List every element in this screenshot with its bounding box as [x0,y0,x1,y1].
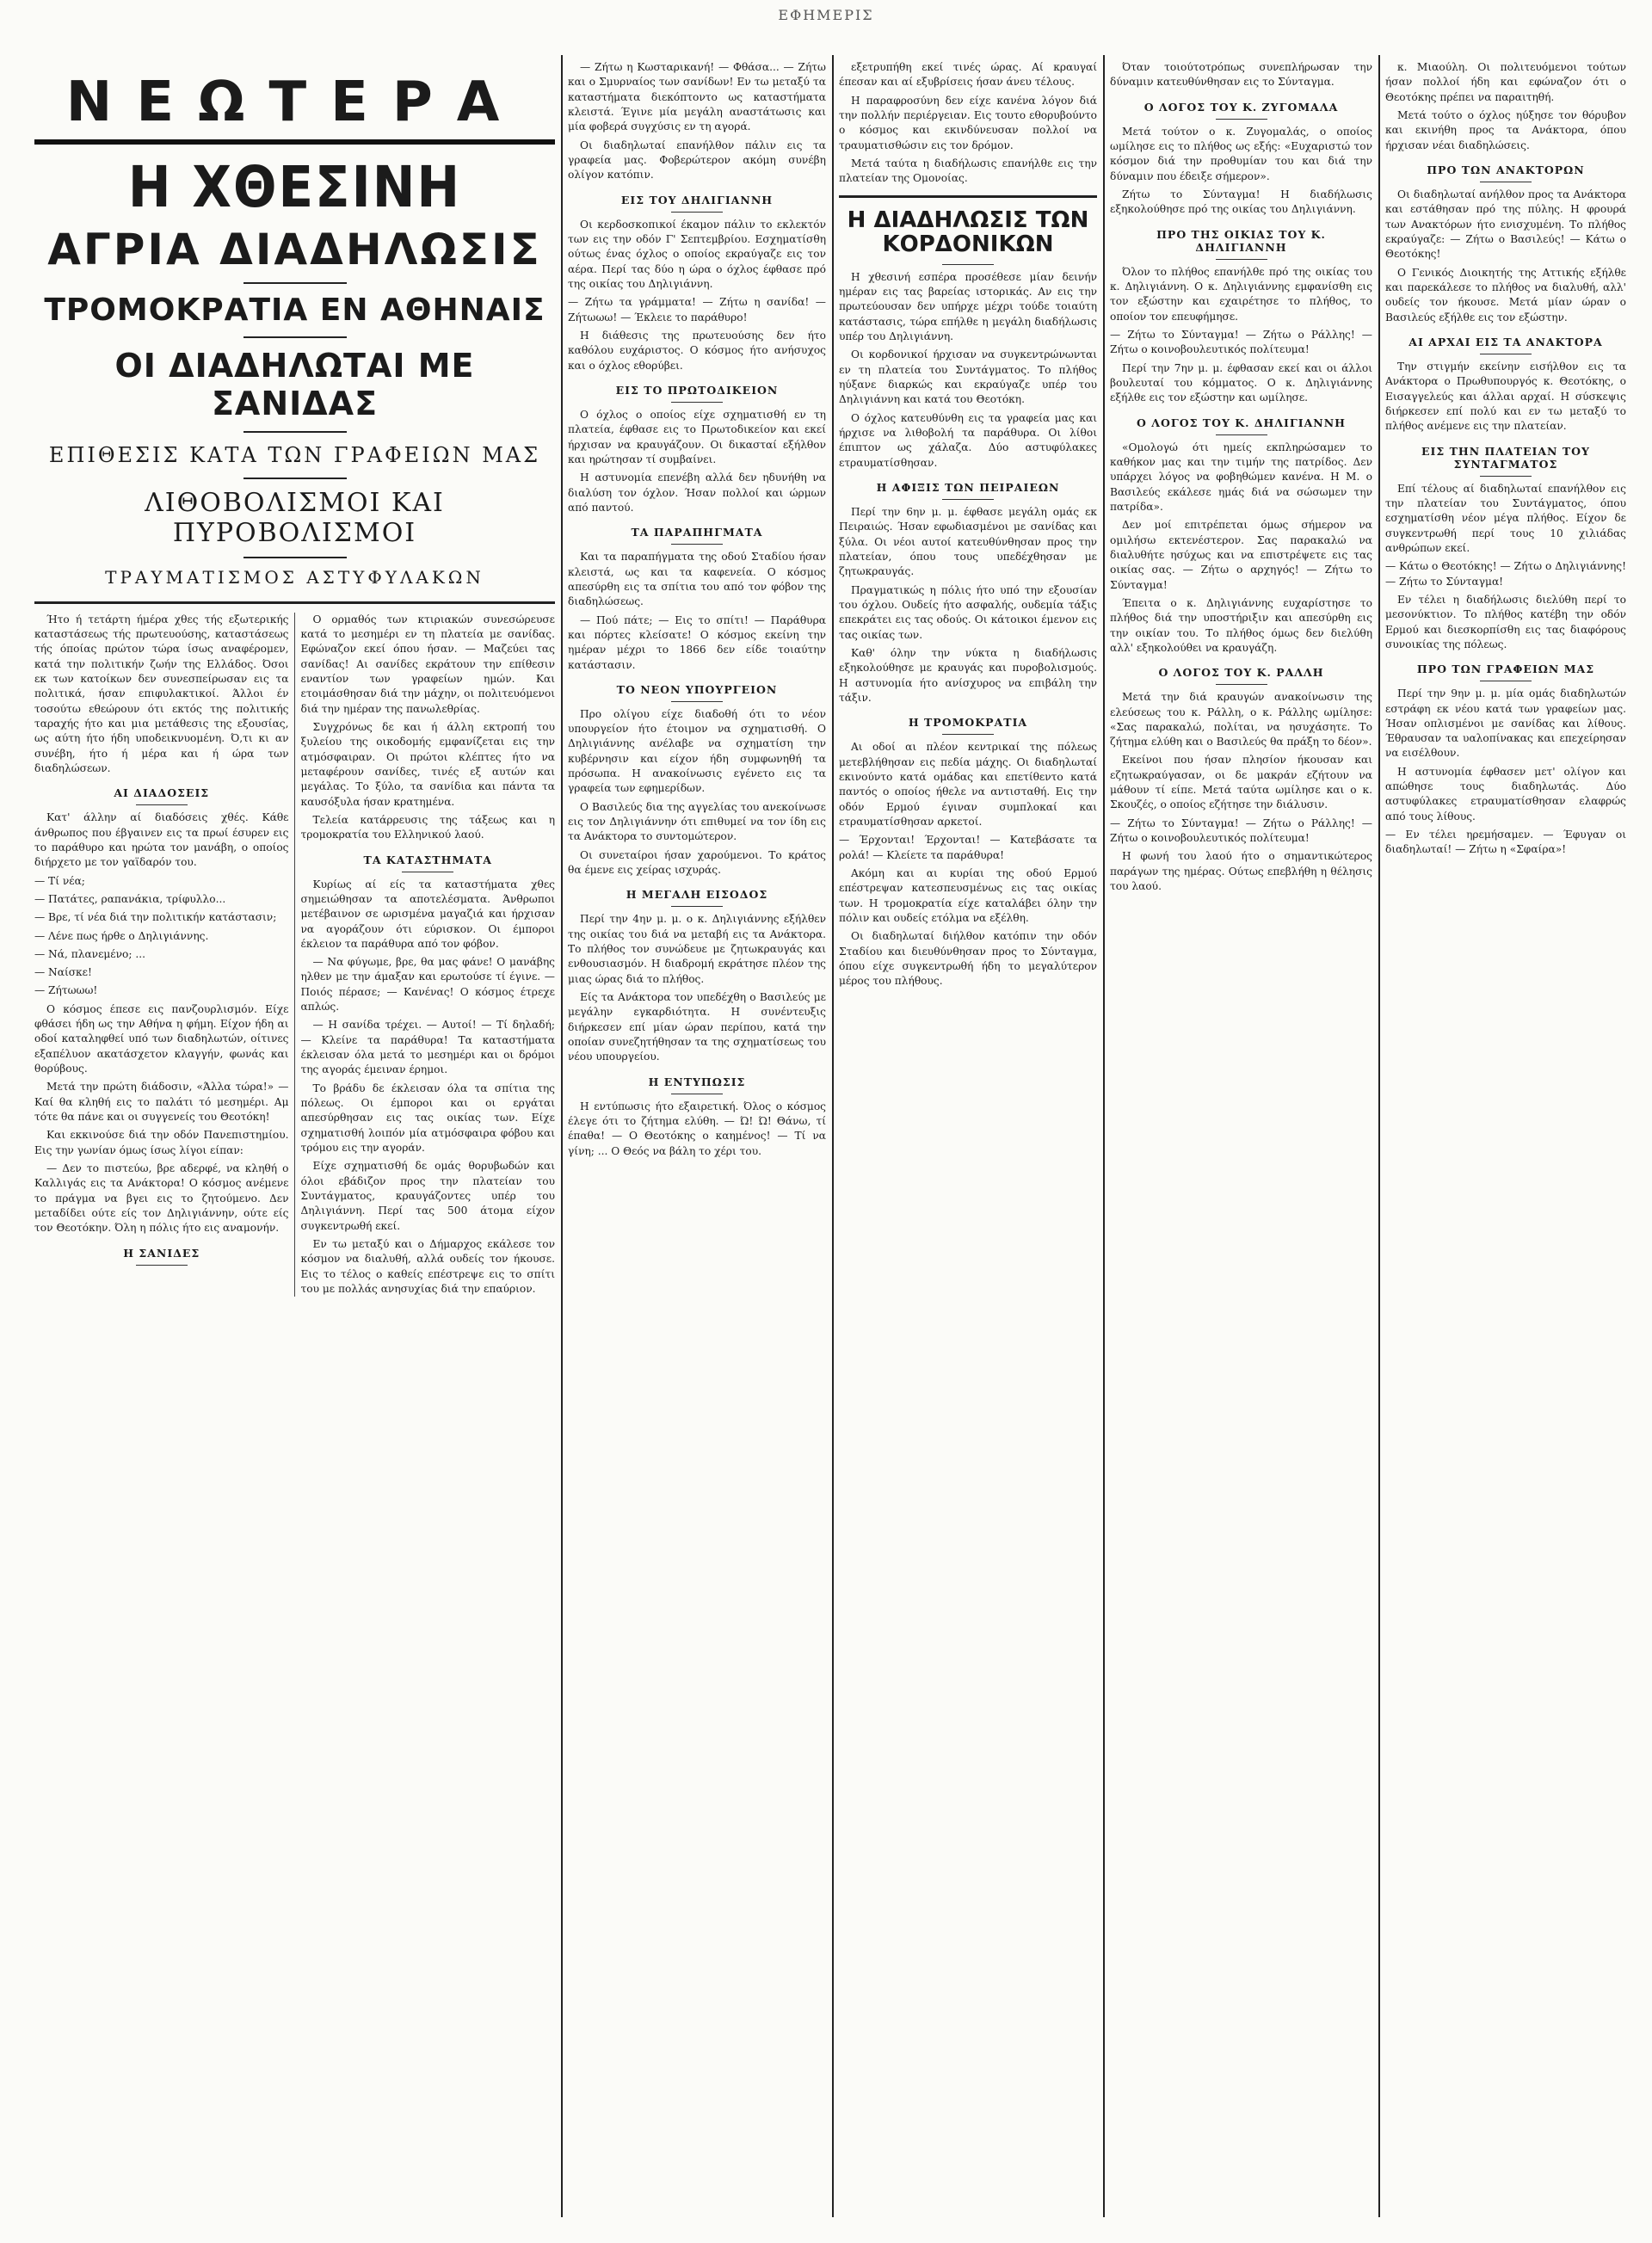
column-rule [561,55,563,2217]
article-paragraph: Όλον το πλήθος επανήλθε πρό της οικίας του κ. Δηλιγιάννη. Ο κ. Δηλιγιάννης εμφανίσθη εις τον εξώστην και εχαιρέτησε το πλήθος, το οποίον τον επευφήμησε. [1110,265,1372,323]
article-paragraph: Ο όχλος ο οποίος είχε σχηματισθή εν τη πλατεία, έφθασε εις το Πρωτοδικείον και εκεί ήρχισαν να κραυγάζουν. Οι δικασταί εξήλθον και ηρώτησαν τί συμβαίνει. [568,408,826,465]
article-paragraph: Περί την 7ην μ. μ. έφθασαν εκεί και οι άλλοι βουλευταί του κόμματος. Ο κ. Δηλιγιάννης εξήλθε εις τον εξώστην και ωμίλησε. [1110,361,1372,404]
article-paragraph: Συγχρόνως δε και ή άλλη εκτροπή του ξυλείου της οικοδομής εμφανίζεται εις την ατμόσφαιραν. Οι πρώτοι κλέπτες ήτο να μεταφέρουν σανίδες, τινές εξ αυτών και μεγάλας. Το ξύλο, τα σανίδια και πάντα τα καυσόξυλα ήσαν κρατημένα. [300,720,555,808]
article-paragraph: Αι οδοί αι πλέον κεντρικαί της πόλεως μετεβλήθησαν εις πεδία μάχης. Οι διαδηλωταί εκινούντο κατά ομάδας και επετίθεντο κατά παντός ο οποίος ήθελε να αντισταθή. Εις την οδόν Ερμού έγιναν συμπλοκαί και ετραυματίσθησαν αρκετοί. [839,741,1097,828]
subheading: ΕΙΣ ΤΗΝ ΠΛΑΤΕΙΑΝ ΤΟΥ ΣΥΝΤΑΓΜΑΤΟΣ [1421,444,1590,471]
headline-line-1: Η ΧΘΕΣΙΝΗ [127,154,462,220]
headline-line-3: ΤΡΟΜΟΚΡΑΤΙΑ ΕΝ ΑΘΗΝΑΙΣ [44,292,546,328]
headline-rule [243,282,347,284]
article-paragraph: Την στιγμήν εκείνην εισήλθον εις τα Ανάκτορα ο Πρωθυπουργός κ. Θεοτόκης, ο Εισαγγελεύς και άλλαι αρχαί. Η σύσκεψις διήρκεσεν επί πολύ και εν τω μεταξύ το πλήθος ανέμενε εις την πλατείαν. [1385,360,1626,433]
subheading: ΑΙ ΔΙΑΔΟΣΕΙΣ [114,786,210,800]
subheading: Η ΤΡΟΜΟΚΡΑΤΙΑ [908,716,1028,730]
subheading: ΕΙΣ ΤΟ ΠΡΩΤΟΔΙΚΕΙΟΝ [615,383,779,397]
article-paragraph: Η παραφροσύνη δεν είχε κανένα λόγον διά την πολλήν περιέργειαν. Εις τουτο εθορυβούντο ο κόσμος και εκινδύνευσαν πολλοί να τραυματισθώσιν εις τον δρόμον. [839,94,1097,151]
subheading-rule [942,499,994,500]
article-paragraph: Είχε σχηματισθή δε ομάς θορυβωδών και όλοι εβάδιζον προς την πλατείαν του Συντάγματος, κραυγάζοντες υπέρ του Δηλιγιάννη. Περί τας 500 άτομα είχον συγκεντρωθή εκεί. [300,1160,555,1232]
column-5 [1385,60,1626,2217]
article-paragraph: Κυρίως αί είς τα καταστήματα χθες σημειώθησαν τα αποτελέσματα. Άνθρωποι μετέβαινον σε ωρισμένα μαγαζιά και ήρχισαν να αγοράζουν ότι εύρισκον. Οι έμποροι έκλειον τα παράθυρα από τον φόβον. [300,878,555,950]
article-paragraph: Εν τω μεταξύ και ο Δήμαρχος εκάλεσε τον κόσμον να διαλυθή, αλλά ουδείς τον ήκουσε. Εις το τέλος ο καθείς επέστρεψε εις το σπίτι του με πολλάς ανησυχίας διά την επαύριον. [300,1238,555,1296]
article-paragraph: Και εκκινούσε διά την οδόν Πανεπιστημίου. Εις την γωνίαν όμως ίσως λίγοι είπαν: [34,1129,289,1156]
article-paragraph: Η αστυνομία επενέβη αλλά δεν ηδυνήθη να διαλύση τον όχλον. Ήσαν πολλοί και ώρμων από παντού. [568,471,826,514]
dialogue-line: — Κάτω ο Θεοτόκης! — Ζήτω ο Δηλιγιάννης! — Ζήτω το Σύνταγμα! [1385,560,1626,588]
article-paragraph: Περί την 6ην μ. μ. έφθασε μεγάλη ομάς εκ Πειραιώς. Ήσαν εφωδιασμένοι με σανίδας και ξύλα. Οι νέοι αυτοί κατευθύνθησαν προς την πλατείαν, όπου τους υπεδέχθησαν με ζητωκραυγάς. [839,506,1097,578]
subheading-rule [1216,259,1267,260]
subheading: ΤΑ ΠΑΡΑΠΗΓΜΑΤΑ [631,526,763,539]
headline-rule [243,557,347,558]
article-paragraph: Δεν μοί επιτρέπεται όμως σήμερον να ομιλήσω εκτενέστερον. Σας παρακαλώ να διαλυθήτε ησύχως και να επιστρέψετε εις τας οικίας σας. — Ζήτω ο αρχηγός! — Ζήτω το Σύνταγμα! [1110,519,1372,591]
subheading: Ο ΛΟΓΟΣ ΤΟΥ Κ. ΔΗΛΙΓΙΑΝΝΗ [1137,416,1346,429]
article-paragraph: Καθ' όλην την νύκτα η διαδήλωσις εξηκολούθησε με κραυγάς και πυροβολισμούς. Η αστυνομία ήτο ανίσχυρος να επιβάλη την τάξιν. [839,647,1097,705]
masthead-rule [34,139,555,145]
subheading-rule [942,264,994,265]
article-paragraph: Περί την 4ην μ. μ. ο κ. Δηλιγιάννης εξήλθεν της οικίας του διά να μεταβή εις τα Ανάκτορα. Το πλήθος τον συνώδευε με ζητωκραυγάς και ενθουσιασμόν. Η διαδρομή εκράτησε πλέον της μιας ώρας διά το πλήθος. [568,913,826,985]
headline-line-4: ΟΙ ΔΙΑΔΗΛΩΤΑΙ ΜΕ ΣΑΝΙΔΑΣ [114,346,475,422]
subheading: Η ΕΝΤΥΠΩΣΙΣ [648,1075,746,1088]
subheading: ΠΡΟ ΤΩΝ ΑΝΑΚΤΟΡΩΝ [1427,163,1585,176]
column-1 [34,60,555,2217]
column-3 [839,60,1097,2217]
dialogue-line: — Βρε, τί νέα διά την πολιτικήν κατάστασιν; [34,911,277,924]
article-paragraph: Όταν τοιούτοτρόπως συνεπλήρωσαν την δύναμιν κατευθύνθησαν εις το Σύνταγμα. [1110,61,1372,89]
headline-line-6: ΛΙΘΟΒΟΛΙΣΜΟΙ ΚΑΙ ΠΥΡΟΒΟΛΙΣΜΟΙ [145,487,445,548]
headline-rule [243,336,347,338]
article-paragraph: — Ζήτω η Κωσταρικανή! — Φθάσα... — Ζήτω και ο Σμυρναίος των σανίδων! Εν τω μεταξύ τα καταστήματα διεκόπτοντο ως καταστήματα κλειστά. Έγινε μία μεγάλη αναστάτωσις και μία φοβερά συγχύσις εν τη αγορά. [568,61,826,133]
article-paragraph: Εν τέλει η διαδήλωσις διελύθη περί το μεσονύκτιον. Το πλήθος κατέβη την οδόν Ερμού και διεσκορπίσθη εις τας διαφόρους συνοικίας της πόλεως. [1385,593,1626,650]
masthead [34,71,555,604]
subheading: ΑΙ ΑΡΧΑΙ ΕΙΣ ΤΑ ΑΝΑΚΤΟΡΑ [1409,335,1603,348]
column-2 [568,60,826,2217]
article-paragraph: Οι κερδοσκοπικοί έκαμον πάλιν το εκλεκτόν των εις την οδόν Γ' Σεπτεμβρίου. Εσχηματίσθη ούτως ένας όχλος ο οποίος εκραύγαζε εις τον αέρα. Περί τας δύο η ώρα ο όχλος έφθασε πρό της οικίας του Δηλιγιάννη. [568,218,826,290]
article-paragraph: Το βράδυ δε έκλεισαν όλα τα σπίτια της πόλεως. Οι έμποροι και οι εργάται απεσύρθησαν εις τας οικίας των. Είχε σχηματισθή λοιπόν μία ατμόσφαιρα φόβου και τρόμου εις την αγοράν. [300,1081,555,1155]
dialogue-line: — Νά, πλανεμένο; ... [34,947,145,960]
headline-line-5: ΕΠΙΘΕΣΙΣ ΚΑΤΑ ΤΩΝ ΓΡΑΦΕΙΩΝ ΜΑΣ [48,442,541,467]
article-paragraph: Μετά την διά κραυγών ανακοίνωσιν της ελεύσεως του κ. Ράλλη, ο κ. Ράλλης ωμίλησε: «Σας παρακαλώ, πολίται, να ησυχάσητε. Το ζήτημα ελύθη και ο Βασιλεύς θα πράξη το δέον». [1110,691,1372,749]
page-top-mark: ΕΦΗΜΕΡΙΣ [778,7,874,23]
article-paragraph: Ο Βασιλεύς δια της αγγελίας του ανεκοίνωσε εις τον Δηλιγιάννην ότι επιθυμεί να τον ίδη εις τα Ανάκτορα το συντομώτερον. [568,800,826,843]
article-paragraph: Προ ολίγου είχε διαδοθή ότι το νέον υπουργείον ήτο έτοιμον να σχηματισθή. Ο Δηλιγιάννης ανέλαβε να σχηματίση την κυβέρνησιν και είχον ήδη συμφωνηθή τα πρόσωπα. Η ανακοίνωσις εγένετο εις τα γραφεία των εφημερίδων. [568,707,826,795]
subheading-rule [1216,119,1267,120]
section-headline: Η ΔΙΑΔΗΛΩΣΙΣ ΤΩΝ ΚΟΡΔΟΝΙΚΩΝ [847,206,1089,258]
article-paragraph: Η αστυνομία έφθασεν μετ' ολίγον και απώθησε τους διαδηλωτάς. Δύο αστυφύλακες ετραυματίσθησαν ελαφρώς από τους λίθους. [1385,765,1626,823]
article-paragraph: Ο κόσμος έπεσε εις πανζουρλισμόν. Είχε φθάσει ήδη ως την Αθήνα η φήμη. Είχον ήδη αι οδοί καταληφθεί υπό των διαδηλωτών, οίτινες εξαπέλυον ακατάσχετον κλαγγήν, φωνάς και θορύβους. [34,1002,289,1075]
article-paragraph: Η εντύπωσις ήτο εξαιρετική. Όλος ο κόσμος έλεγε ότι το ζήτημα ελύθη. — Ώ! Ώ! Θάνω, τί έπαθα! — Ο Θεοτόκης ο καημένος! — Τί να γίνη; ... Ο Θεός να βάλη το χέρι του. [568,1100,826,1157]
article-paragraph: Έπειτα ο κ. Δηλιγιάννης ευχαρίστησε το πλήθος διά την υποστήριξιν και απεσύρθη εις την οικίαν του. Το πλήθος όμως δεν διελύθη αλλ' εξηκολούθει να κραυγάζη. [1110,596,1372,654]
dialogue-line: — Ζήτω το Σύνταγμα! — Ζήτω ο Ράλλης! — Ζήτω ο κοινοβουλευτικός πολίτευμα! [1110,816,1372,845]
subheading-rule [671,544,723,545]
article-paragraph: «Ομολογώ ότι ημείς εκπληρώσαμεν το καθήκον μας και την τιμήν της πατρίδος. Δεν υπάρχει λόγος να φοβηθώμεν κανένα. Η Μ. ο Βασιλεύς εκάλεσε ημάς διά να σώσωμεν την πατρίδα». [1110,441,1372,513]
subheading: Ο ΛΟΓΟΣ ΤΟΥ Κ. ΡΑΛΛΗ [1158,666,1324,680]
dialogue-line: — Ναίσκε! [34,966,92,979]
column-rule [1378,55,1380,2217]
column-1-body [34,613,555,1297]
column-rule [1103,55,1105,2217]
subheading: Ο ΛΟΓΟΣ ΤΟΥ Κ. ΖΥΓΟΜΑΛΑ [1143,100,1339,114]
section-title: ΝΕΩΤΕΡΑ [65,71,524,134]
headline-bottom-rule [34,601,555,604]
dialogue-line: — Τί νέα; [34,874,85,887]
subheading-rule [671,402,723,403]
article-paragraph: Ο όχλος κατευθύνθη εις τα γραφεία μας και ήρχισε να λιθοβολή τα παράθυρα. Οι λίθοι έπιπτον ως χάλαζα. Δύο αστυφύλακες ετραυματίσθησαν. [839,411,1097,469]
subheading-rule [1480,476,1532,477]
article-paragraph: — Η σανίδα τρέχει. — Αυτοί! — Τί δηλαδή; — Κλείνε τα παράθυρα! Τα καταστήματα έκλεισαν όλα μετά το μεσημέρι και οι δρόμοι της αγοράς έμειναν έρημοι. [300,1019,555,1076]
article-paragraph: Και τα παραπήγματα της οδού Σταδίου ήσαν κλειστά, ως και τα καφενεία. Ο κόσμος απεσύρθη εις τα σπίτια του από τον φόβον της διαδηλώσεως. [568,551,826,608]
subheading: Η ΣΑΝΙΔΕΣ [123,1246,200,1260]
subheading: ΠΡΟ ΤΩΝ ΓΡΑΦΕΙΩΝ ΜΑΣ [1416,662,1595,676]
article-paragraph: Οι διαδηλωταί ανήλθον προς τα Ανάκτορα και εστάθησαν πρό της πύλης. Η φρουρά των Ανακτόρων ήτο ενισχυμένη. Το πλήθος εκραύγαζε: — Ζήτω ο Βασιλεύς! — Κάτω ο Θεοτόκης! [1385,188,1626,261]
article-paragraph: εξετρυπήθη εκεί τινές ώρας. Αί κραυγαί έπεσαν και αί εξυβρίσεις ήσαν άνευ τέλους. [839,61,1097,89]
subheading: ΤΑ ΚΑΤΑΣΤΗΜΑΤΑ [363,853,492,866]
headline-line-2: ΑΓΡΙΑ ΔΙΑΔΗΛΩΣΙΣ [47,224,542,274]
subheading-rule [136,1265,188,1266]
headline-line-7: ΤΡΑΥΜΑΤΙΣΜΟΣ ΑΣΤΥΦΥΛΑΚΩΝ [105,566,484,588]
subheading: Η ΜΕΓΑΛΗ ΕΙΣΟΔΟΣ [626,888,768,902]
subheading-rule [1216,434,1267,435]
article-paragraph: Ο ορμαθός των κτιριακών συνεσώρευσε κατά το μεσημέρι εν τη πλατεία με σανίδας. Εφώναζον εκεί όπου ήσαν. — Μαζεύει τας σανίδας! Αι σανίδες εκράτουν την επίθεσιν εναντίον των γραφείων ημών. Και ετοιμάσθησαν διά την μάχην, οι πολιτευόμενοι διά την ημέραν της πανωλεθρίας. [300,613,555,715]
subheading-rule [1216,684,1267,685]
subheading-rule [942,734,994,735]
subheading: ΤΟ ΝΕΟΝ ΥΠΟΥΡΓΕΙΟΝ [616,682,778,696]
article-paragraph: Η χθεσινή εσπέρα προσέθεσε μίαν δεινήν ημέραν εις τας βαρείας ιστορικάς. Αν εις την πρωτεύουσαν δεν υπήρχε μέχρι τούδε τοιαύτη κατάστασις, τώρα επήλθε η μεγάλη διαδήλωσις υπέρ του Δηλιγιάννη. [839,270,1097,343]
subheading-rule [671,212,723,213]
subheading-rule [671,701,723,702]
article-paragraph: — Να φύγωμε, βρε, θα μας φάνε! Ο μανάβης ηλθεν με την άμαξαν και ερωτούσε τί έγινε. — Ποιός πέρασε; — Κανένας! Ο κόσμος έτρεχε απλώς. [300,956,555,1014]
article-paragraph: — Πού πάτε; — Εις το σπίτι! — Παράθυρα και πόρτες κλείσατε! Ο κόσμος εκείνη την ημέραν μέχρι το 1866 δεν είδε τοιαύτην κατάστασιν. [568,613,826,671]
dialogue-line: — Έρχονται! Έρχονται! — Κατεβάσατε τα ρολά! — Κλείετε τα παράθυρα! [839,834,1097,861]
article-paragraph: κ. Μιαούλη. Οι πολιτευόμενοι τούτων ήσαν πολλοί ήδη και εφώναζον ότι ο Θεοτόκης πρέπει να παραιτηθή. [1385,61,1626,103]
article-paragraph: Ακόμη και αι κυρίαι της οδού Ερμού επέστρεψαν κατεσπευσμένως εις τας οικίας των. Η τρομοκρατία είχε καταλάβει όλην την πόλιν και ουδείς ετόλμα να εξέλθη. [839,866,1097,924]
headline-rule [243,478,347,479]
section-rule [839,195,1097,198]
dialogue-line: — Ζήτωωω! [34,984,98,997]
article-paragraph: Οι συνεταίροι ήσαν χαρούμενοι. Το κράτος θα έμενε εις χείρας ισχυράς. [568,848,826,877]
article-paragraph: Ζήτω το Σύνταγμα! Η διαδήλωσις εξηκολούθησε πρό της οικίας του Δηλιγιάννη. [1110,188,1372,216]
article-paragraph: Εκείνοι που ήσαν πλησίον ήκουσαν και εζητωκραύγασαν, οι δε μακράν εζήτουν να μάθουν τί είπε. Μετά ταύτα ωμίλησε και ο κ. Σκουζές, ο οποίος εζήτησε την διάλυσιν. [1110,754,1372,811]
article-paragraph: Η διάθεσις της πρωτευούσης δεν ήτο καθόλου ευχάριστος. Ο κόσμος ήτο ανήσυχος και ο όχλος εθορύβει. [568,329,826,372]
article-paragraph: Μετά τούτο ο όχλος ηύξησε τον θόρυβον και εκινήθη προς τα Ανάκτορα, όπου ήρχισαν νέαι διαδηλώσεις. [1385,108,1626,151]
article-paragraph: Ο Γενικός Διοικητής της Αττικής εξήλθε και παρεκάλεσε το πλήθος να διαλυθή, αλλ' ουδείς τον ήκουσε. Μετά μίαν ώραν ο Βασιλεύς εξήλθε εις τον εξώστην. [1385,266,1626,324]
article-paragraph: Κατ' άλλην αί διαδόσεις χθές. Κάθε άνθρωπος που έβγαινεν εις τα πρωί έσυρεν εις το παράθυρο και ηρώτα τον μανάβη, ο οποίος διήρχετο με τον γαϊδαρόν του. [34,811,289,869]
article-paragraph: Επί τέλους αί διαδηλωταί επανήλθον εις την πλατείαν του Συντάγματος, όπου εσχηματίσθη νέον μέγα πλήθος. Είχον δε συγκεντρωθή περί τους 10 χιλιάδας ανθρώπων εκεί. [1385,482,1626,554]
column-rule [832,55,834,2217]
article-paragraph: Μετά την πρώτη διάδοσιν, «Άλλα τώρα!» — Καί θα κληθή εις το παλάτι τό μεσημέρι. Αμ τότε θα πάνε και οι συγγενείς του Θεοτόκη! [34,1081,289,1124]
article-paragraph: Οι διαδηλωταί διήλθον κατόπιν την οδόν Σταδίου και διευθύνθησαν προς το Σύνταγμα, όπου είχε συγκεντρωθή ήδη το μεγαλύτερον μέρος του πλήθους. [839,930,1097,988]
article-paragraph: Οι διαδηλωταί επανήλθον πάλιν εις τα γραφεία μας. Φοβερώτερον ακόμη συνέβη ολίγον κατόπιν. [568,139,826,182]
article-paragraph: Πραγματικώς η πόλις ήτο υπό την εξουσίαν του όχλου. Ουδείς ήτο ασφαλής, ουδεμία τάξις επεκράτει εις τας οδούς. Οι κάτοικοι έμενον εις τας οικίας των. [839,583,1097,641]
dialogue-line: — Ζήτω το Σύνταγμα! — Ζήτω ο Ράλλης! — Ζήτω ο κοινοβουλευτικός πολίτευμα! [1110,328,1372,356]
article-paragraph: Μετά ταύτα η διαδήλωσις επανήλθε εις την πλατείαν της Ομονοίας. [839,157,1097,185]
column-4 [1110,60,1372,2217]
article-paragraph: Μετά τούτον ο κ. Ζυγομαλάς, ο οποίος ωμίλησε εις το πλήθος ως εξής: «Ευχαριστώ τον κόσμον διά την προθυμίαν του και διά την δύναμιν που έδειξε σήμερον». [1110,125,1372,182]
article-paragraph: Οι κορδονικοί ήρχισαν να συγκεντρώνωνται εν τη πλατεία του Συντάγματος. Το πλήθος ηύξανε διαρκώς και εκραύγαζε υπέρ του Δηλιγιάννη και κατά του Θεοτόκη. [839,348,1097,406]
article-paragraph: Η φωνή του λαού ήτο ο σημαντικώτερος παράγων της ημέρας. Ούτως επεβλήθη η θέλησις του λαού. [1110,850,1372,893]
dialogue-line: — Πατάτες, ραπανάκια, τρίφυλλο... [34,892,226,905]
subheading: Η ΑΦΙΞΙΣ ΤΩΝ ΠΕΙΡΑΙΕΩΝ [876,481,1060,495]
headline-rule [243,431,347,433]
subheading-rule [671,906,723,907]
article-paragraph: Τελεία κατάρρευσις της τάξεως και η τρομοκρατία του Ελληνικού λαού. [300,813,555,841]
article-paragraph: Περί την 9ην μ. μ. μία ομάς διαδηλωτών εστράφη εκ νέου κατά των γραφείων μας. Ήσαν οπλισμένοι με σανίδας και λίθους. Έθραυσαν τα υαλοπίνακας και επεχείρησαν να εισέλθουν. [1385,687,1626,760]
subheading: ΕΙΣ ΤΟΥ ΔΗΛΙΓΙΑΝΝΗ [620,193,774,206]
article-paragraph: — Δεν το πιστεύω, βρε αδερφέ, να κληθή ο Καλλιγάς εις τα Ανάκτορα! Ο κόσμος ανέμενε το πράγμα να βγει εις το ζητούμενο. Δεν μεταδίδει ούτε είς τον Δηλιγιάννην, ούτε είς τον Θεοτόκην. Όλη η πόλις ήτο εις αναμονήν. [34,1162,289,1235]
dialogue-line: — Λένε πως ήρθε ο Δηλιγιάννης. [34,929,209,942]
subheading: ΠΡΟ ΤΗΣ ΟΙΚΙΑΣ ΤΟΥ Κ. ΔΗΛΙΓΙΑΝΝΗ [1156,227,1326,254]
dialogue-line: — Εν τέλει ηρεμήσαμεν. — Έφυγαν οι διαδηλωταί! — Ζήτω η «Σφαίρα»! [1385,829,1626,856]
article-paragraph: Ήτο ή τετάρτη ήμέρα χθες τής εξωτερικής καταστάσεως τής πρωτευούσης, καταστάσεως τής όποίας πρώτον τώρα ίσως αναφέρομεν, κατά την πολιτικήν ζωήν της Ελλάδος. Όσοι εκ των κατοίκων δεν συνεσπείρωσαν εις τα πολιτικά, ήσαν επιφυλακτικοί. Άλλοι έν τοσούτω εθεώρουν ότι εκτός της πολιτικής ταραχής ήτο και μια μετάθεσις της εξουσίας, ως αύτη ήτο ήδη υποδεικνυομένη. Ό,τι κι αν συνέβη, ήτο ή μέρα και ή ώρα των διαδηλώσεων. [34,613,289,774]
dialogue-line: — Ζήτω τα γράμματα! — Ζήτω η σανίδα! — Ζήτωωω! — Έκλειε το παράθυρο! [568,296,826,324]
subheading-rule [136,804,188,805]
article-paragraph: Είς τα Ανάκτορα τον υπεδέχθη ο Βασιλεύς με μεγάλην εγκαρδιότητα. Η συνέντευξις διήρκεσεν επί μίαν ώραν περίπου, κατά την οποίαν συνεζητήθησαν τα της σχηματίσεως του νέου υπουργείου. [568,991,826,1063]
